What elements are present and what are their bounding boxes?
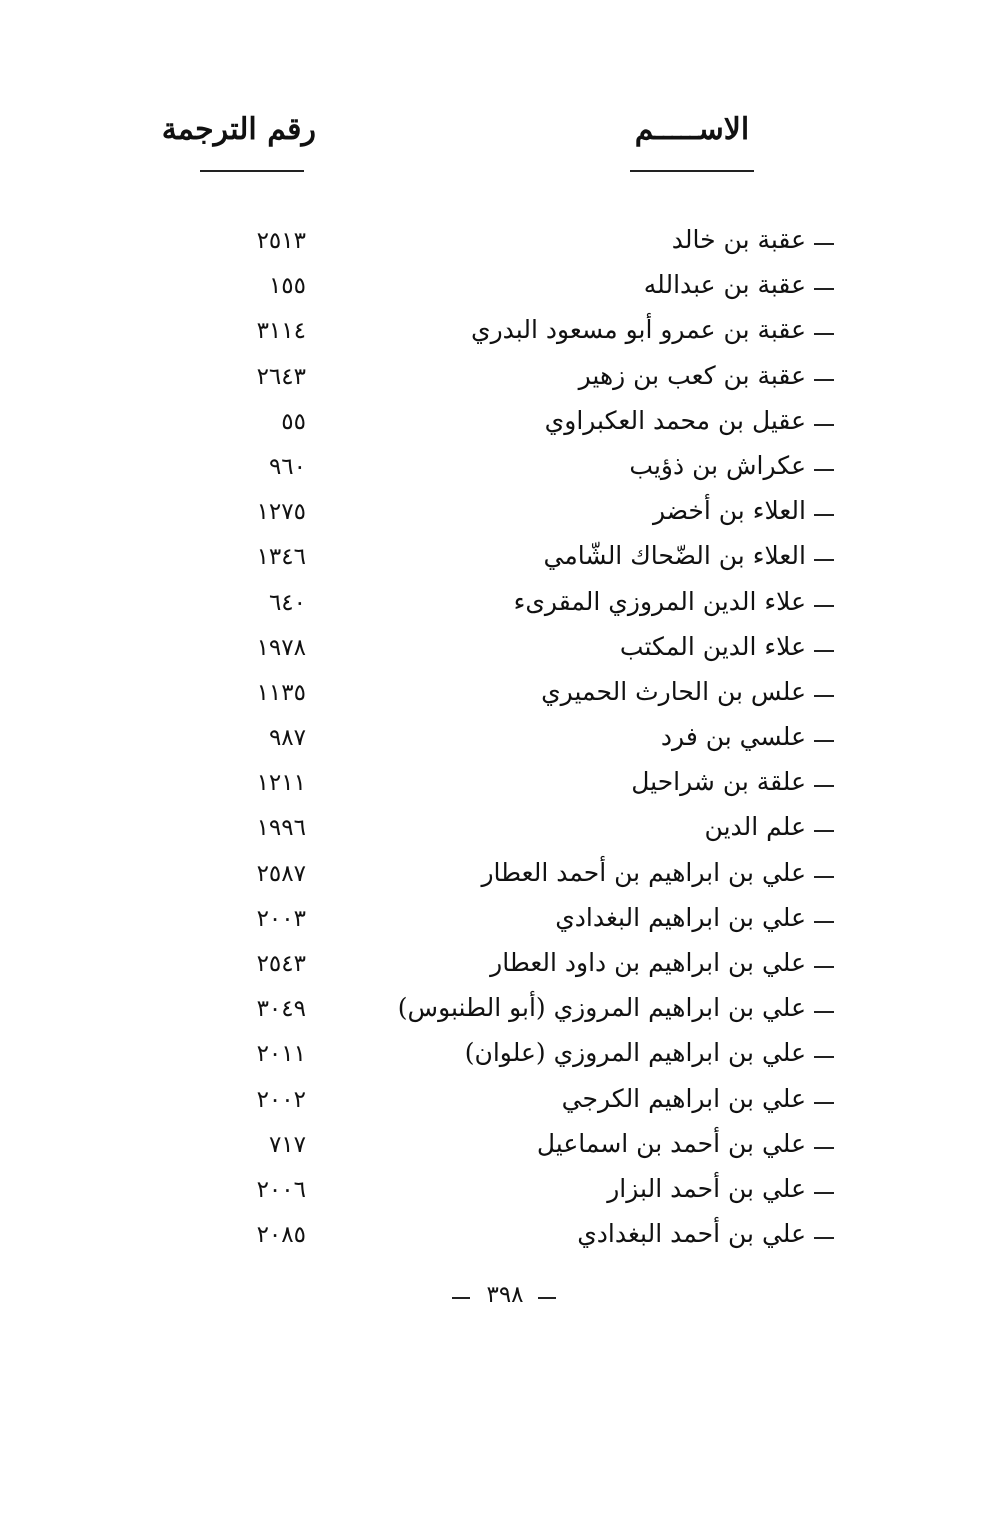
page-number: ٣٩٨ [486,1282,524,1308]
entry-number: ٥٥ [281,408,306,435]
entry-dash [814,243,834,245]
number-header-underline [200,170,304,172]
entry-number: ١١٣٥ [256,679,306,706]
entry-number: ٣٠٤٩ [256,996,306,1023]
index-entry-row [0,536,1006,581]
index-entry-row [0,717,1006,762]
name-header-underline [630,170,754,172]
entry-dash [814,559,834,561]
entry-number: ١٩٩٦ [256,815,306,842]
index-entry-row [0,672,1006,717]
index-entry-row [0,220,1006,265]
entry-name: عقيل بن محمد العكبراوي [544,405,806,435]
entry-name: علي بن ابراهيم بن داود العطار [490,948,806,977]
entry-number: ٩٨٧ [268,725,306,752]
entry-number: ٢٠٠٢ [256,1086,306,1113]
footer-dash-right [538,1297,556,1299]
entry-dash [814,424,834,426]
entry-dash [814,650,834,652]
entry-name: عقبة بن عمرو أبو مسعود البدري [471,315,806,345]
footer-dash-left [452,1297,470,1299]
entry-dash [814,740,834,742]
entry-dash [814,921,834,923]
index-entry-row [0,853,1006,898]
index-entry-row [0,807,1006,852]
page-footer [440,1275,570,1315]
entry-name: علي بن ابراهيم البغدادي [555,902,806,932]
index-entries [0,220,1006,1259]
entry-dash [814,469,834,471]
index-entry-row [0,1214,1006,1259]
entry-name: عقبة بن خالد [671,225,806,254]
entry-name: علي بن أحمد البغدادي [577,1219,806,1249]
index-entry-row [0,898,1006,943]
entry-dash [814,966,834,968]
entry-dash [814,333,834,335]
index-entry-row [0,1169,1006,1214]
index-entry-row [0,627,1006,672]
index-entry-row [0,988,1006,1033]
index-entry-row [0,446,1006,491]
entry-name: علم الدين [704,812,806,842]
index-entry-row [0,265,1006,310]
entry-dash [814,1056,834,1058]
entry-number: ١٩٧٨ [256,634,306,661]
index-entry-row [0,356,1006,401]
entry-name: عقبة بن عبدالله [643,270,806,300]
index-entry-row [0,582,1006,627]
entry-number: ٩٦٠ [268,453,306,480]
entry-dash [814,379,834,381]
entry-name: علي بن ابراهيم بن أحمد العطار [481,857,806,887]
entry-dash [814,1192,834,1194]
index-entry-row [0,1124,1006,1169]
entry-name: علاء الدين المكتب [619,631,806,661]
entry-name: علاء الدين المروزي المقرىء [513,586,806,616]
entry-name: عكراش بن ذؤيب [629,450,806,480]
entry-number: ٦٤٠ [268,589,306,616]
entry-number: ٢٠١١ [256,1041,306,1068]
entry-name: علسي بن فرد [660,722,806,752]
entry-dash [814,1237,834,1239]
entry-dash [814,1102,834,1104]
entry-name: العلاء بن الضّحاك الشّامي [543,541,806,571]
index-entry-row [0,401,1006,446]
entry-number: ٧١٧ [268,1131,306,1158]
entry-number: ٢٠٨٥ [256,1222,306,1249]
entry-number: ٢٥٤٣ [256,951,306,977]
entry-dash [814,830,834,832]
entry-number: ٢٠٠٣ [256,905,306,932]
entry-name: علي بن أحمد البزار [607,1173,806,1203]
index-entry-row [0,762,1006,807]
entry-name: علي بن ابراهيم المروزي (أبو الطنبوس) [397,993,806,1023]
entry-number: ١٢١١ [256,770,306,797]
index-entry-row [0,943,1006,988]
index-entry-row [0,491,1006,536]
entry-dash [814,1011,834,1013]
entry-name: علي بن ابراهيم الكرجي [561,1083,806,1113]
entry-number: ١٢٧٥ [256,499,306,526]
entry-number: ٢٥١٣ [256,228,306,254]
entry-number: ٢٥٨٧ [256,860,306,887]
entry-number: ٢٠٠٦ [256,1176,306,1203]
index-entry-row [0,1033,1006,1078]
entry-number: ١٥٥ [268,273,306,300]
entry-name: علي بن ابراهيم المروزي (علوان) [464,1038,806,1068]
entry-name: علقة بن شراحيل [631,767,806,797]
entry-name: علس بن الحارث الحميري [541,676,806,706]
entry-dash [814,876,834,878]
entry-name: علي بن أحمد بن اسماعيل [536,1128,806,1158]
entry-dash [814,288,834,290]
entry-number: ٢٦٤٣ [256,363,306,390]
entry-dash [814,785,834,787]
entry-number: ١٣٤٦ [256,544,306,571]
entry-dash [814,1147,834,1149]
entry-name: العلاء بن أخضر [652,496,806,526]
entry-dash [814,605,834,607]
index-entry-row [0,310,1006,355]
entry-dash [814,695,834,697]
name-column-header: الاســـــم [634,112,750,147]
index-entry-row [0,1079,1006,1124]
entry-dash [814,514,834,516]
number-column-header: رقم الترجمة [161,112,316,147]
entry-name: عقبة بن كعب بن زهير [578,360,806,390]
entry-number: ٣١١٤ [256,318,306,345]
